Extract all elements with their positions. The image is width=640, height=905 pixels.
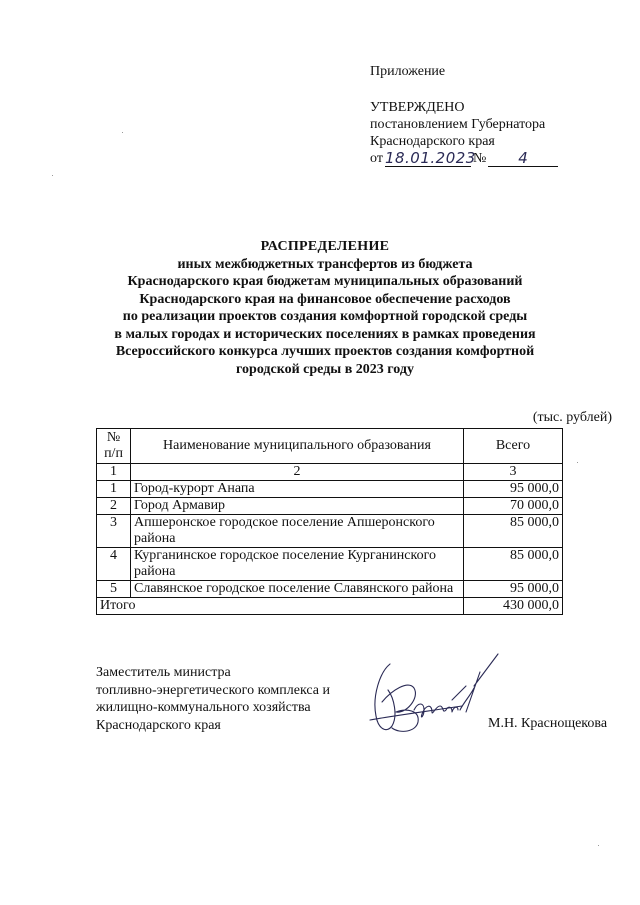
- units-label: (тыс. рублей): [532, 410, 612, 425]
- row-number: 3: [97, 515, 131, 548]
- table-row: [97, 581, 563, 598]
- scan-speck: [577, 462, 578, 463]
- appendix-label: Приложение: [370, 64, 446, 79]
- table-total-row: [97, 598, 563, 615]
- approval-number: 4: [488, 150, 558, 167]
- signer-position-line: Краснодарского края: [96, 717, 221, 733]
- heading-line: Краснодарского края на финансовое обеспечение расходов: [139, 291, 511, 307]
- header-number: № п/п: [97, 429, 131, 464]
- heading-line: Краснодарского края бюджетам муниципальных образований: [127, 274, 523, 289]
- row-name: Апшеронское городское поселение Апшеронского района: [131, 515, 464, 548]
- table-row: [97, 498, 563, 515]
- scan-speck: [122, 132, 123, 133]
- heading-line: иных межбюджетных трансфертов из бюджета: [177, 256, 473, 272]
- approved-by-line: постановлением Губернатора: [370, 117, 546, 132]
- total-label: Итого: [97, 598, 464, 615]
- signer-position-line: жилищно-коммунального хозяйства: [96, 700, 311, 715]
- row-number: 5: [97, 581, 131, 598]
- approval-date: 18.01.2023: [384, 149, 476, 167]
- scan-speck: [598, 845, 599, 846]
- document-title: РАСПРЕДЕЛЕНИЕ: [260, 239, 390, 254]
- row-total: 95 000,0: [464, 581, 563, 598]
- row-name: Славянское городское поселение Славянского района: [131, 581, 464, 598]
- table-header-row: [97, 429, 563, 464]
- heading-line: Всероссийского конкурса лучших проектов создания комфортной: [115, 344, 535, 359]
- scan-speck: [52, 175, 53, 176]
- number-label: №: [472, 151, 487, 166]
- date-prefix: от: [370, 151, 383, 166]
- signer-name: М.Н. Краснощекова: [488, 716, 608, 731]
- column-number-2: 2: [131, 464, 464, 481]
- row-number: 1: [97, 481, 131, 498]
- signer-position-line: топливно-энергетического комплекса и: [96, 682, 330, 698]
- table-row: [97, 548, 563, 581]
- signer-block: [96, 664, 330, 734]
- total-value: 430 000,0: [464, 598, 563, 615]
- row-total: 95 000,0: [464, 481, 563, 498]
- header-total: Всего: [464, 429, 563, 464]
- approval-date-line: [370, 150, 620, 167]
- document-heading: [90, 238, 560, 378]
- header-name: Наименование муниципального образования: [131, 429, 464, 464]
- approval-block: [370, 63, 620, 167]
- signer-position-line: Заместитель министра: [96, 665, 231, 680]
- approved-label: УТВЕРЖДЕНО: [370, 100, 465, 115]
- table-row: [97, 481, 563, 498]
- approved-region-line: Краснодарского края: [370, 134, 495, 149]
- column-number-3: 3: [464, 464, 563, 481]
- handwritten-signature: [362, 650, 502, 750]
- row-total: 85 000,0: [464, 515, 563, 548]
- row-total: 70 000,0: [464, 498, 563, 515]
- heading-line: в малых городах и исторических поселениях в рамках проведения: [114, 326, 536, 342]
- row-name: Курганинское городское поселение Курганинского района: [131, 548, 464, 581]
- table-column-numbers-row: [97, 464, 563, 481]
- row-total: 85 000,0: [464, 548, 563, 581]
- table-row: [97, 515, 563, 548]
- row-number: 4: [97, 548, 131, 581]
- column-number-1: 1: [97, 464, 131, 481]
- row-number: 2: [97, 498, 131, 515]
- row-name: Город Армавир: [131, 498, 464, 515]
- distribution-table: [96, 428, 563, 615]
- row-name: Город-курорт Анапа: [131, 481, 464, 498]
- heading-line: по реализации проектов создания комфортной городской среды: [122, 309, 528, 324]
- heading-line: городской среды в 2023 году: [236, 361, 414, 377]
